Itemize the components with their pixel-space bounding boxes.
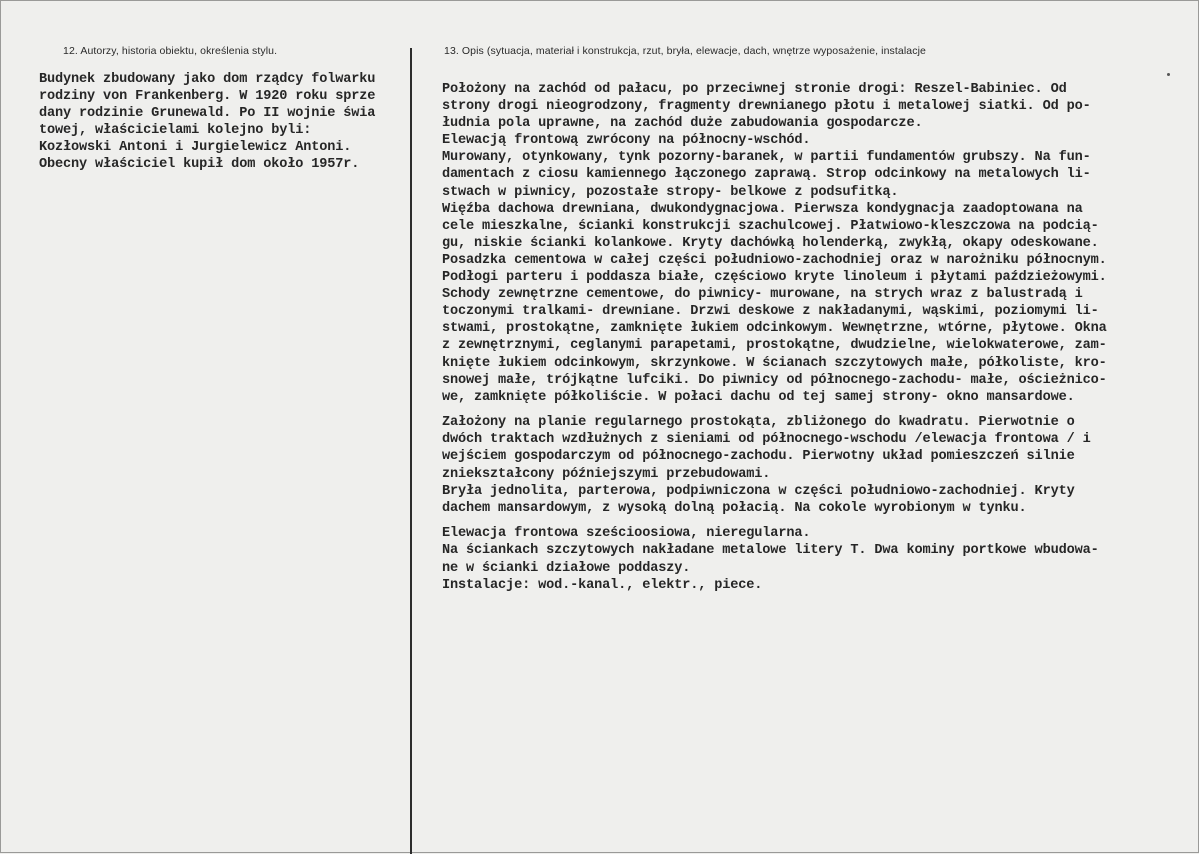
history-text (39, 71, 411, 174)
description-line: z zewnętrznymi, ceglanymi parapetami, prostokątne, dwudzielne, wielokwaterowe, zam- (442, 338, 1107, 354)
paragraph-gap (442, 517, 1182, 526)
description-line: Położony na zachód od pałacu, po przeciwnej stronie drogi: Reszel-Babiniec. Od (442, 82, 1067, 97)
description-line: knięte łukiem odcinkowym, skrzynkowe. W ścianach szczytowych małe, półkoliste, kro- (442, 355, 1107, 371)
paper-speck (1167, 73, 1170, 76)
description-line: stwami, prostokątne, zamknięte łukiem odcinkowym. Wewnętrzne, wtórne, płytowe. Okna (442, 321, 1107, 337)
history-line: dany rodzinie Grunewald. Po II wojnie świa (39, 106, 376, 122)
description-text (442, 81, 1182, 594)
description-line: Podłogi parteru i poddasza białe, częściowo kryte linoleum i płytami paździeżowymi. (442, 270, 1107, 286)
description-line: Instalacje: wod.-kanal., elektr., piece. (442, 577, 763, 593)
description-line: łudnia pola uprawne, na zachód duże zabudowania gospodarcze. (442, 116, 923, 132)
description-line: Elewacja frontowa sześcioosiowa, nieregularna. (442, 526, 811, 542)
description-line: Więźba dachowa drewniana, dwukondygnacjowa. Pierwsza kondygnacja zaadoptowana na (442, 201, 1083, 217)
section-13-heading: 13. Opis (sytuacja, materiał i konstrukcja, rzut, bryła, elewacje, dach, wnętrze wyposażenie, instalacje (444, 45, 926, 57)
history-line: rodziny von Frankenberg. W 1920 roku sprze (39, 89, 376, 105)
description-line: strony drogi nieogrodzony, fragmenty drewnianego płotu i metalowej siatki. Od po- (442, 99, 1091, 115)
description-line: toczonymi tralkami- drewniane. Drzwi deskowe z nakładanymi, wąskimi, poziomymi li- (442, 304, 1099, 320)
description-line: cele mieszkalne, ścianki konstrukcji szachulcowej. Płatwiowo-kleszczowa na podcią- (442, 218, 1099, 234)
history-line: Kozłowski Antoni i Jurgielewicz Antoni. (39, 140, 352, 156)
description-line: zniekształcony późniejszymi przebudowami. (442, 466, 771, 482)
description-line: Schody zewnętrzne cementowe, do piwnicy- murowane, na strych wraz z balustradą i (442, 287, 1083, 303)
description-line: Bryła jednolita, parterowa, podpiwniczona w części południowo-zachodniej. Kryty (442, 483, 1075, 499)
description-line: damentach z ciosu kamiennego łączonego zaprawą. Strop odcinkowy na metalowych li- (442, 167, 1091, 183)
history-line: Obecny właściciel kupił dom około 1957r. (39, 157, 360, 173)
description-line: Na ściankach szczytowych nakładane metalowe litery T. Dwa kominy portkowe wbudowa- (442, 543, 1099, 559)
description-line: Murowany, otynkowany, tynk pozorny-baranek, w partii fundamentów grubszy. Na fun- (442, 150, 1091, 166)
history-line: Budynek zbudowany jako dom rządcy folwarku (39, 72, 376, 87)
description-line: gu, niskie ścianki kolankowe. Kryty dachówką holenderką, zwykłą, okapy odeskowane. (442, 235, 1099, 251)
description-line: Posadzka cementowa w całej części południowo-zachodniej oraz w narożniku północnym. (442, 252, 1107, 268)
description-line: Elewacją frontową zwrócony na północny-wschód. (442, 133, 811, 149)
description-line: snowej małe, trójkątne lufciki. Do piwnicy od północnego-zachodu- małe, ościeżnico- (442, 372, 1107, 388)
description-line: ne w ścianki działowe poddaszy. (442, 560, 691, 576)
description-line: dwóch traktach wzdłużnych z sieniami od północnego-wschodu /elewacja frontowa / i (442, 432, 1091, 448)
description-line: wejściem gospodarczym od północnego-zachodu. Pierwotny układ pomieszczeń silnie (442, 449, 1075, 465)
description-line: we, zamknięte półkoliście. W połaci dachu od tej samej strony- okno mansardowe. (442, 389, 1075, 405)
description-line: stwach w piwnicy, pozostałe stropy- belkowe z podsufitką. (442, 184, 899, 200)
section-12-heading: 12. Autorzy, historia obiektu, określenia stylu. (63, 45, 278, 57)
history-line: towej, właścicielami kolejno byli: (39, 123, 312, 139)
paragraph-gap (442, 406, 1182, 415)
description-line: Założony na planie regularnego prostokąta, zbliżonego do kwadratu. Pierwotnie o (442, 415, 1075, 431)
description-line: dachem mansardowym, z wysoką dolną połacią. Na cokole wyrobionym w tynku. (442, 500, 1027, 516)
